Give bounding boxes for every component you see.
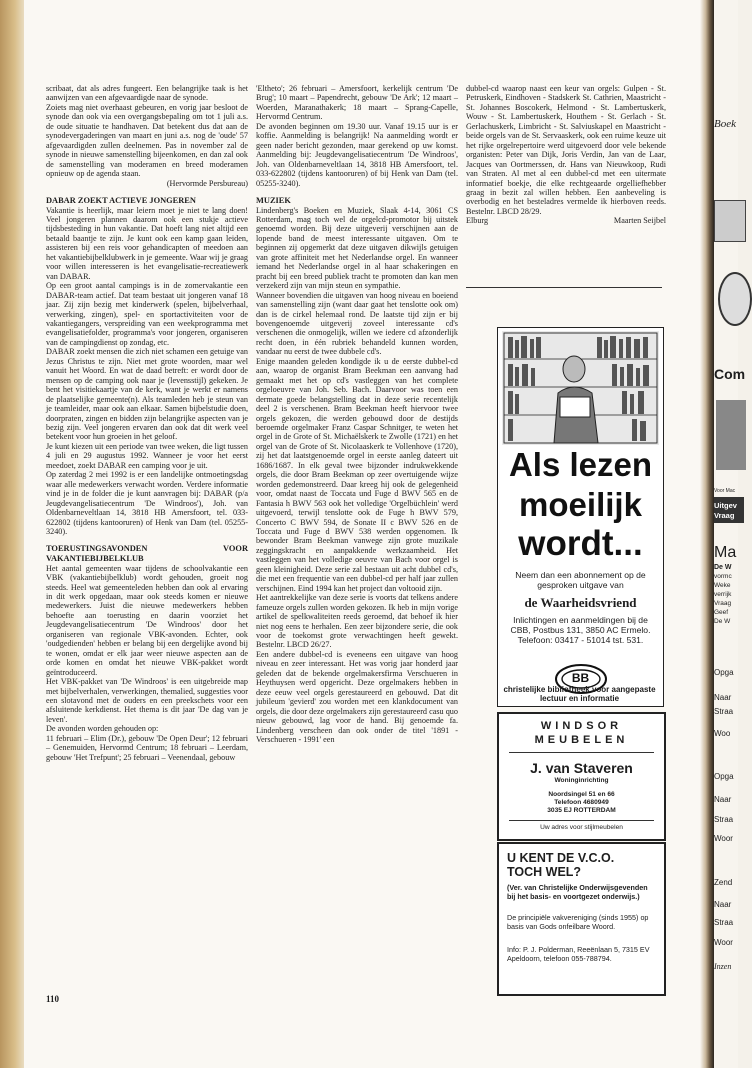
signature-row	[466, 216, 666, 225]
ad-brand-line-1: WINDSOR	[540, 720, 623, 732]
facing-banner-text-2: Vraag	[714, 511, 735, 520]
ad-contact-info: Inlichtingen en aanmeldingen bij de CBB, Postbus 131, 3850 AC Ermelo. Telefoon: 03417 - 51014 tst. 531.	[510, 615, 651, 645]
form-label: Opga	[714, 772, 734, 781]
paragraph: Wanneer bovendien die uitgaven van hoog niveau en boeiend van samenstelling zijn (want daar gaat het tenslotte ook om) dan is de cirkel helemaal rond. De laatste tijd zijn er bij bovengenoemde uitgeverij zoveel interessante cd's verschenen die onmogelijk, willen we iedere cd afzonderlijk recht doen, in één rubriek behandeld kunnen worden, vandaar nu eerst de twee dubbele cd's.	[256, 290, 458, 357]
section-heading-muziek: MUZIEK	[256, 195, 291, 205]
article-column-3	[466, 84, 666, 306]
page-gutter	[700, 0, 714, 1068]
ad-publication-name: de Waarheidsvriend	[524, 595, 637, 610]
paragraph: 11 februari – Elim (Dr.), gebouw 'De Open Deur'; 12 februari – Genemuiden, Hervormd Centrum; 18 februari – Leerdam, gebouw 'Het Trefpunt'; 25 februari – Veenendaal, gebouw	[46, 733, 248, 762]
form-label: Woo	[714, 729, 731, 738]
ad-headline-line-2: moeilijk	[519, 486, 642, 523]
form-label: Naar	[714, 900, 732, 909]
column-divider	[466, 287, 662, 288]
ad-als-lezen	[497, 327, 664, 707]
ad-tagline: Uw adres voor stijlmeubelen	[540, 824, 623, 831]
divider	[509, 752, 654, 753]
facing-banner-text-1: Uitgev	[714, 501, 737, 510]
facing-emblem-icon	[718, 272, 752, 326]
ad-info: Info: P. J. Polderman, Reeënlaan 5, 7315 EV Apeldoorn, telefoon 055-788794.	[507, 945, 650, 963]
facing-text: Voor Mac	[714, 488, 736, 494]
paragraph: 'Eltheto'; 26 februari – Amersfoort, kerkelijk centrum 'De Brug'; 10 maart – Papendrecht, gebouw 'De Ark'; 12 maart – Woerden, Maranathakerk; 18 maart – Sprang-Capelle, Hervormd Centrum.	[256, 84, 458, 122]
facing-image	[714, 200, 746, 242]
page-number: 110	[46, 994, 60, 1004]
paragraph: DABAR zoekt mensen die zich niet schamen een getuige van Jezus Christus te zijn. Niet met grote woorden, maar wel vanuit het Woord. En wat de daad betreft: er wordt door de mensen op de camping ook naar je (levensstijl) gekeken. Je bent het visitiekaartje van de kerk, want je werkt er namens de plaatselijke gemeente(n). Als teamleden heb je steun van je teamleider, maar ook aan elkaar. Samen bijbelstudie doen, doorpraten, zingen en bidden zijn belangrijke aspecten van je bezig zijn. Veel jongeren ervaren dan ook dat dit werk veel betekent voor hun groeien in het geloof.	[46, 347, 248, 442]
form-label: Opga	[714, 668, 734, 677]
paragraph: Het aantal gemeenten waar tijdens de schoolvakantie een VBK (vakantiebijbelklub) wordt gehouden, groeit nog steeds. Heel wat gemeenteleden hebben dan ook al ervaring in dit werk opgedaan, maar ook steeds komen er nieuwe medewerkers. Juist die nieuwe medewerkers hebben behoefte aan toerusting en daarin voorziet het Jeugdevangelisatiecentrum 'De Windroos' door het organiseren van regionale VBK-avonden. Echter, ook 'oudgedienden' hebben er belang bij een dergelijke avond bij te wonen, omdat er elk jaar weer nieuwe aspecten aan de orde komen en omdat het nieuwe VBK-pakket wordt geïntroduceerd.	[46, 563, 248, 677]
section-heading-dabar: DABAR ZOEKT ACTIEVE JONGEREN	[46, 195, 196, 205]
ad-windsor-meubelen	[497, 712, 666, 841]
form-label: Straa	[714, 707, 734, 716]
facing-line: Weke	[714, 582, 731, 589]
facing-line: Geef	[714, 609, 729, 616]
byline: (Hervormde Persbureau)	[166, 178, 248, 188]
cbb-logo-text: BB	[571, 671, 590, 685]
book-spine	[0, 0, 24, 1068]
ad-footer: christelijke bibliotheek voor aangepaste lectuur en informatie	[503, 685, 656, 703]
article-column-1	[46, 84, 248, 1000]
form-label: Woor	[714, 834, 733, 843]
ad-lead: (Ver. van Christelijke Onderwijsgevenden bij het basis- en voortgezet onderwijs.)	[507, 883, 648, 901]
paragraph: De avonden worden gehouden op:	[46, 724, 159, 734]
ad-heading-line-1: U KENT DE V.C.O.	[507, 851, 615, 865]
form-label: Woor	[714, 938, 733, 947]
article-column-2	[256, 84, 458, 1000]
facing-text: Com	[714, 366, 746, 382]
paragraph: Het aantrekkelijke van deze serie is voorts dat telkens andere fameuze orgels zullen worden gekozen. Ik heb in mijn vorige artikel de spelkwaliteiten reeds geroemd, dat behoef ik hier niet nog eens te herhalen. Een zeer bijzondere serie, die ook voor de toekomst grote verwachtingen heeft gewekt. Bestelnr. LBCD 26/27.	[256, 593, 458, 650]
ad-brand-line-2: MEUBELEN	[534, 734, 629, 746]
facing-line: vormc	[714, 573, 732, 580]
paragraph: Op zaterdag 2 mei 1992 is er een landelijke ontmoetingsdag waar alle medewerkers verwacht worden. Verdere informatie vind je in de folder die je kunt aanvragen bij: DABAR (p/a Jeugdevangelisatiecentrum 'De Windroos'), Joh. van Oldenbarneveltlaan 14, 3818 HB Amersfoort, tel. 033-622802 (tijdens kantooruren) of Henk van Dam (tel. 05255-3240).	[46, 470, 248, 536]
bookshelf-reader-illustration	[502, 331, 659, 445]
ad-body: De principiële vakvereniging (sinds 1955) op basis van Gods onfeilbare Woord.	[507, 913, 649, 931]
paragraph: dubbel-cd waarop naast een keur van orgels: Gulpen - St. Petruskerk, Eindhoven - Stadskerk St. Cathrien, Maastricht - St. Johannes Boscokerk, Helmond - St. Lambertuskerk, Wouw - St. Lambertuskerk, Houthem - St. Gerlach - St. Gerlachuskerk, Limbricht - St. Salviuskapel en Maastricht - beide orgels van de St. Servaaskerk, ook een ruime keuze uit het rijke orgelrepertoire werd uitgevoerd door vele bekende organisten: Peter van Dijk, Joris Verdin, Jan van de Laar, Jacques van Oortmerssen, dr. Hans van Nieuwkoop, Rudi van Straten. Al met al een dubbel-cd met een uitermate informatief boekje, die elke rechtgeaarde orgelliefhebber graag in bezit zal willen hebben. Een aanbeveling is overbodig en het besteladres vermelde ik hierboven reeds. Bestelnr. LBCD 28/29.	[466, 84, 666, 216]
form-label: Straa	[714, 918, 734, 927]
ad-headline-line-3: wordt...	[518, 524, 643, 563]
ad-company-name: J. van Staveren	[530, 760, 633, 776]
form-label: Zend	[714, 878, 733, 887]
ad-city: 3035 EJ ROTTERDAM	[547, 807, 616, 814]
paragraph: Op een groot aantal campings is in de zomervakantie een DABAR-team actief. Dat team bestaat uit jongeren vanaf 18 jaar. Zij zijn bezig met kinderwerk (spelen, bijbelverhaal, verwerking, zingen), spel- en sportactiviteiten voor de vakantiegangers, verspreiding van een weekprogramma met evangelisatiefolder, programma's voor jongeren, organiseren van de campingdienst op zondag, etc.	[46, 281, 248, 347]
ad-headline-line-1: Als lezen	[508, 446, 653, 483]
ad-heading-line-2: TOCH WEL?	[507, 865, 582, 879]
place-name: Elburg	[466, 216, 489, 226]
section-heading-toerusting: TOERUSTINGSAVONDEN VOOR VAKANTIEBIJBELKLUB	[46, 544, 248, 564]
author-name: Maarten Seijbel	[613, 216, 666, 226]
facing-photo	[716, 400, 746, 470]
paragraph: Een andere dubbel-cd is eveneens een uitgave van hoog niveau en zeer interessant. Het was vorig jaar honderd jaar geleden dat de bekende orgelmakersfirma Verschueren in Heythuysen werd opgericht. Deze orgelmakers hebben in deze eeuw veel orgels gerestaureerd en gebouwd. Dat dit jubileum 'gevierd' zou worden met een klankdocument van orgels, die door deze orgelmakers zijn gerestaureerd casu quo nieuw gebouwd, lag voor de hand. Bij genoemde fa. Lindenberg verscheen dan ook onder de titel '1891 - Verschueren - 1991' een	[256, 649, 458, 744]
ad-phone: Telefoon 4680949	[554, 799, 609, 806]
divider	[509, 820, 654, 821]
paragraph: Het VBK-pakket van 'De Windroos' is een uitgebreide map met bijbelverhalen, verwerkingen, themalied, suggesties voor een slotavond met de ouders en een preekschets voor een afsluitende kerkdienst. Het thema is dit jaar 'De dag van je leven'.	[46, 677, 248, 724]
paragraph: De avonden beginnen om 19.30 uur. Vanaf 19.15 uur is er koffie. Aanmelding is belangrijk! Na aanmelding wordt er geen nader bericht gezonden, maar gerekend op uw komst. Aanmelding bij: Jeugdevangelisatiecentrum 'De Windroos', Joh. van Oldenbarneveltlaan 14, 3818 HB Amersfoort, tel. 033-622802 (tijdens kantooruren) of bij Henk van Dam (tel. 05255-3240).	[256, 121, 458, 188]
form-label: Straa	[714, 815, 734, 824]
paragraph: Zoiets mag niet overhaast gebeuren, en vorig jaar besloot de synode dan ook via een overgangsbepaling om tot 1 juli a.s. de oude situatie te handhaven. Dat betekent dus dat aan de synodevergaderingen van maart en juni a.s. nog de 'oude' 57 afgevaardigden zullen deelnemen. Pas in november zal de synode in nieuwe samenstelling bijeenkomen, en dan zal ook de samenstelling van moderamen en breed moderamen opnieuw op de agenda staan.	[46, 102, 248, 179]
paragraph: Lindenberg's Boeken en Muziek, Slaak 4-14, 3061 CS Rotterdam, mag toch wel de orgelcd-promotor bij uitstek genoemd worden. Bij deze uitgeverij verschijnen aan de lopende band de meest interessante uitgaven. Om te beginnen zij opgemerkt dat deze uitgaven dikwijls getuigen van grote affiniteit met het Nederlandse orgel. En wanneer iemand het Nederlandse orgel in al haar schakeringen en pracht bij een breed publiek tracht te promoten dan kan men verzekerd zijn van mijn steun en sympathie.	[256, 205, 458, 291]
paragraph: scribaat, dat als adres fungeert. Een belangrijke taak is het aanwijzen van een afgevaardigde naar de synode.	[46, 84, 248, 103]
facing-line: verrijk	[714, 591, 732, 598]
paragraph: Je kunt kiezen uit een periode van twee weken, die ligt tussen 4 juli en 29 augustus 1992. Wanneer je voor het eerst meedoet, zoekt DABAR een camping voor je uit.	[46, 441, 248, 470]
paragraph: Vakantie is heerlijk, maar leiern moet je niet te lang doen! Veel jongeren plannen daarom ook een stukje actieve tijdsbesteding in hun vakantie. Dat hoeft lang niet altijd een betaald baantje te zijn. Je kunt ook een kamp gaan leiden, assisteren bij een reis voor gehandicapten of meedoen aan het vakantiebijbelklubwerk in je gemeente. Waar wij je graag voor willen interesseren is het evangelisatie-recreatiewerk van DABAR.	[46, 205, 248, 281]
form-label: Inzen	[714, 962, 732, 971]
form-label: Naar	[714, 795, 732, 804]
facing-page-cropped	[714, 0, 746, 1068]
facing-subheading: De W	[714, 564, 732, 571]
form-label: Naar	[714, 693, 732, 702]
ad-subtext: Neem dan een abonnement op de gesproken uitgave van	[515, 570, 646, 590]
facing-line: Vraag	[714, 600, 732, 607]
facing-line: De W	[714, 618, 731, 625]
ad-company-sub: Woninginrichting	[554, 777, 609, 784]
ad-vco	[497, 842, 666, 996]
facing-heading: Ma	[714, 544, 737, 561]
facing-cursive-text: Boek	[714, 118, 736, 130]
ad-address: Noordsingel 51 en 66	[548, 791, 615, 798]
paragraph: Enige maanden geleden kondigde ik u de eerste dubbel-cd aan, waarop de organist Bram Beekman een aanvang had gemaakt met het op cd's vastleggen van het complete orgeloeuvre van Joh. Seb. Bach. Daarvoor was toen een dermate goede belangstelling dat in deze serie recentelijk deel 2 is verschenen. Bram Beekman heeft hiervoor twee orgels gekozen, die werden gebouwd door de destijds beroemde orgelmaker Franz Caspar Schnitger, te weten het orgel in de Grote of St. Michaëlskerk te Zwolle (1721) en het orgel van de Grote of St. Nicolaaskerk te Vollenhove (1720), zij het dat laatstgenoemde orgel in eerste aanleg dateert uit 1686/1687. In elk geval twee bijzonder indrukwekkende orgels, die door Bram Beekman op zeer overtuigende wijze worden gedemonstreerd. Daar kreeg hij ook de gelegenheid voor, omdat naast de Toccata und Fuge d BWV 565 en de Fantasia h BWV 563 ook het volledige 'Orgelbüchlein' werd uitgevoerd, terwijl tenslotte ook de Fuge h BWV 579, Concerto C BWV 594, de Sonate II c BWV 526 en de Toccata und Fuge d BWV 538 werden opgenomen. Ik bewonder Bram Beekman vanwege zijn grote muzikale zeggingskracht en aanpakkende werkzaamheid. Het vastleggen van het volledige oeuvre van Bach voor orgel is geen kleinigheid. Deze serie zal bestaan uit acht dubbel cd's, die met een frequentie van een dubbel-cd per half jaar zullen verschijnen. Eind 1994 kan het project dan voltooid zijn.	[256, 356, 458, 593]
